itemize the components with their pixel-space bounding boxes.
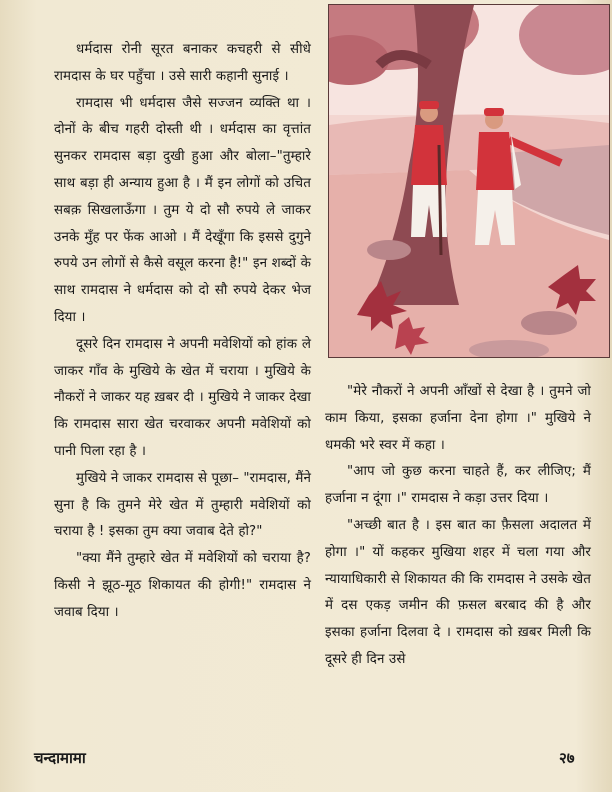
paragraph: "क्या मैंने तुम्हारे खेत में मवेशियों को चराया है? किसी ने झूठ-मूठ शिकायत की होगी!" रामदास ने जवाब दिया ।	[54, 551, 311, 620]
paragraph: धर्मदास रोनी सूरत बनाकर कचहरी से सीधे रामदास के घर पहुँचा । उसे सारी कहानी सुनाई ।	[54, 42, 311, 84]
paragraph: रामदास भी धर्मदास जैसे सज्जन व्यक्ति था । दोनों के बीच गहरी दोस्ती थी । धर्मदास का वृत्तांत सुनकर रामदास बड़ा दुखी हुआ और बोला–"तुम्हारे साथ बड़ा ही अन्याय हुआ है । मैं इन लोगों को उचित सबक़ सिखलाऊँगा । तुम ये दो सौ रुपये ले जाकर उनके मुँह पर फेंक आओ । मैं देखूँगा कि इससे दुगुने रुपये उन लोगों से कैसे वसूल करना है!" इन शब्दों के साथ रामदास ने धर्मदास को दो सौ रुपये देकर भेज दिया ।	[54, 95, 311, 325]
magazine-name: चन्दामामा	[34, 749, 86, 767]
page-number: २७	[559, 749, 575, 767]
paragraph: "आप जो कुछ करना चाहते हैं, कर लीजिए; मैं हर्जाना न दूंगा ।" रामदास ने कड़ा उत्तर दिया ।	[325, 464, 591, 507]
paragraph: दूसरे दिन रामदास ने अपनी मवेशियों को हांक ले जाकर गाँव के मुखिये के खेत में चराया । मुखिये के नौकरों ने जाकर यह ख़बर दी । मुखिये ने जाकर देखा कि रामदास सारा खेत चरवाकर अपनी मवेशियों को पानी पिला रहा है ।	[54, 336, 311, 459]
story-illustration	[328, 4, 610, 358]
right-text-column	[325, 379, 591, 674]
paragraph: मुखिये ने जाकर रामदास से पूछा– "रामदास, मैंने सुना है कि तुमने मेरे खेत में तुम्हारी मवेशियों को चराया है ! इसका तुम क्या जवाब देते हो?"	[54, 470, 311, 540]
paragraph: "मेरे नौकरों ने अपनी आँखों से देखा है । तुमने जो काम किया, इसका हर्जाना देना होगा ।" मुखिये ने धमकी भरे स्वर में कहा ।	[325, 384, 591, 453]
paragraph: "अच्छी बात है । इस बात का फ़ैसला अदालत में होगा ।" यों कहकर मुखिया शहर में चला गया और न्यायाधिकारी से शिकायत की कि रामदास ने उसके खेत में दस एकड़ जमीन की फ़सल बरबाद की है और इसका हर्जाना दिलवा दे । रामदास को ख़बर मिली कि दूसरे ही दिन उसे	[325, 517, 591, 667]
illustration-drawing	[329, 5, 609, 357]
left-text-column	[54, 37, 311, 627]
